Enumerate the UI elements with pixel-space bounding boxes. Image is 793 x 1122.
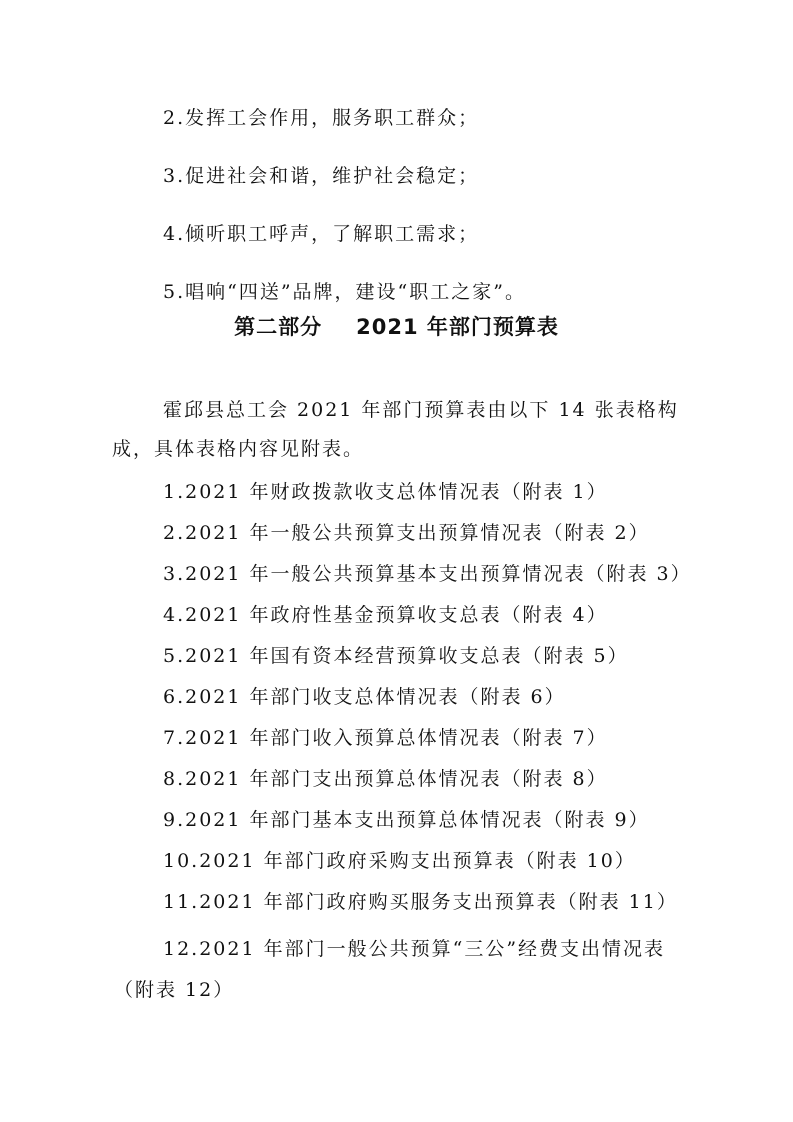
table-list-item-7: 7.2021 年部门收入预算总体情况表（附表 7） — [163, 727, 608, 749]
intro-line-1: 霍邱县总工会 2021 年部门预算表由以下 14 张表格构 — [163, 399, 679, 421]
table-list-item-10: 10.2021 年部门政府采购支出预算表（附表 10） — [163, 850, 636, 872]
table-list-item-12-continued: （附表 12） — [114, 979, 235, 1001]
table-list-item-6: 6.2021 年部门收支总体情况表（附表 6） — [163, 686, 566, 708]
table-list-item-3: 3.2021 年一般公共预算基本支出预算情况表（附表 3） — [163, 563, 692, 585]
goal-item-2: 2.发挥工会作用，服务职工群众； — [163, 107, 480, 129]
section-part-label: 第二部分 — [234, 315, 323, 339]
intro-line-2: 成，具体表格内容见附表。 — [112, 438, 365, 460]
goal-item-3: 3.促进社会和谐，维护社会稳定； — [163, 165, 480, 187]
goal-item-4: 4.倾听职工呼声，了解职工需求； — [163, 223, 480, 245]
table-list-item-11: 11.2021 年部门政府购买服务支出预算表（附表 11） — [163, 891, 678, 913]
table-list-item-8: 8.2021 年部门支出预算总体情况表（附表 8） — [163, 768, 608, 790]
table-list-item-9: 9.2021 年部门基本支出预算总体情况表（附表 9） — [163, 809, 650, 831]
table-list-item-2: 2.2021 年一般公共预算支出预算情况表（附表 2） — [163, 522, 650, 544]
section-title: 2021 年部门预算表 — [356, 315, 559, 339]
table-list-item-12: 12.2021 年部门一般公共预算“三公”经费支出情况表 — [163, 938, 666, 960]
section-heading — [0, 313, 793, 341]
goal-item-5: 5.唱响“四送”品牌，建设“职工之家”。 — [163, 281, 526, 303]
table-list-item-4: 4.2021 年政府性基金预算收支总表（附表 4） — [163, 604, 608, 626]
table-list-item-5: 5.2021 年国有资本经营预算收支总表（附表 5） — [163, 645, 629, 667]
table-list-item-1: 1.2021 年财政拨款收支总体情况表（附表 1） — [163, 481, 608, 503]
